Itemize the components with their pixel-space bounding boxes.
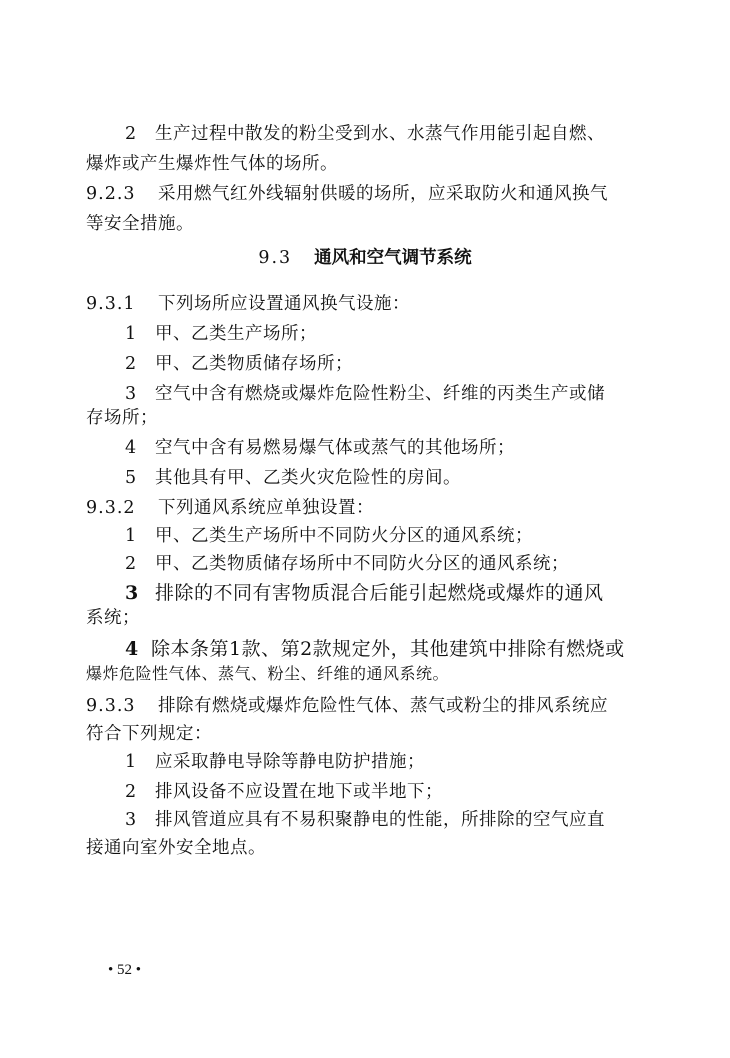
clause-9-2-3: 9.2.3 采用燃气红外线辐射供暖的场所，应采取防火和通风换气 (86, 184, 608, 204)
list-item-continuation: 接通向室外安全地点。 (86, 838, 266, 858)
section-heading (0, 244, 730, 269)
section-title: 通风和空气调节系统 (314, 248, 472, 268)
list-item: 1 甲、乙类生产场所中不同防火分区的通风系统； (125, 526, 533, 546)
list-item: 3 排风管道应具有不易积聚静电的性能，所排除的空气应直 (125, 810, 605, 830)
list-item: 4 除本条第1款、第2款规定外，其他建筑中排除有燃烧或 (125, 638, 625, 660)
list-item-continuation: 存场所； (86, 408, 158, 428)
section-number: 9.3 (258, 248, 293, 268)
list-item: 2 排风设备不应设置在地下或半地下； (125, 782, 443, 802)
list-item: 4 空气中含有易燃易爆气体或蒸气的其他场所； (125, 438, 515, 458)
clause-continuation: 符合下列规定： (86, 724, 212, 744)
clause-9-3-1: 9.3.1 下列场所应设置通风换气设施： (86, 294, 410, 314)
list-item-continuation: 爆炸危险性气体、蒸气、粉尘、纤维的通风系统。 (86, 664, 450, 683)
list-item: 1 应采取静电导除等静电防护措施； (125, 752, 425, 772)
list-item: 1 甲、乙类生产场所； (125, 324, 317, 344)
list-item: 5 其他具有甲、乙类火灾危险性的房间。 (125, 468, 461, 488)
list-item: 2 甲、乙类物质储存场所中不同防火分区的通风系统； (125, 554, 569, 574)
list-item-continuation: 系统； (86, 608, 140, 628)
page-number: • 52 • (108, 962, 142, 978)
list-item: 3 排除的不同有害物质混合后能引起燃烧或爆炸的通风 (125, 582, 604, 604)
clause-9-3-2: 9.3.2 下列通风系统应单独设置： (86, 498, 374, 518)
list-item-continuation: 爆炸或产生爆炸性气体的场所。 (86, 154, 338, 174)
list-item: 2 甲、乙类物质储存场所； (125, 354, 353, 374)
clause-9-3-3: 9.3.3 排除有燃烧或爆炸危险性气体、蒸气或粉尘的排风系统应 (86, 696, 608, 716)
clause-continuation: 等安全措施。 (86, 214, 194, 234)
list-item: 3 空气中含有燃烧或爆炸危险性粉尘、纤维的丙类生产或储 (125, 384, 605, 404)
list-item: 2 生产过程中散发的粉尘受到水、水蒸气作用能引起自燃、 (125, 124, 605, 144)
